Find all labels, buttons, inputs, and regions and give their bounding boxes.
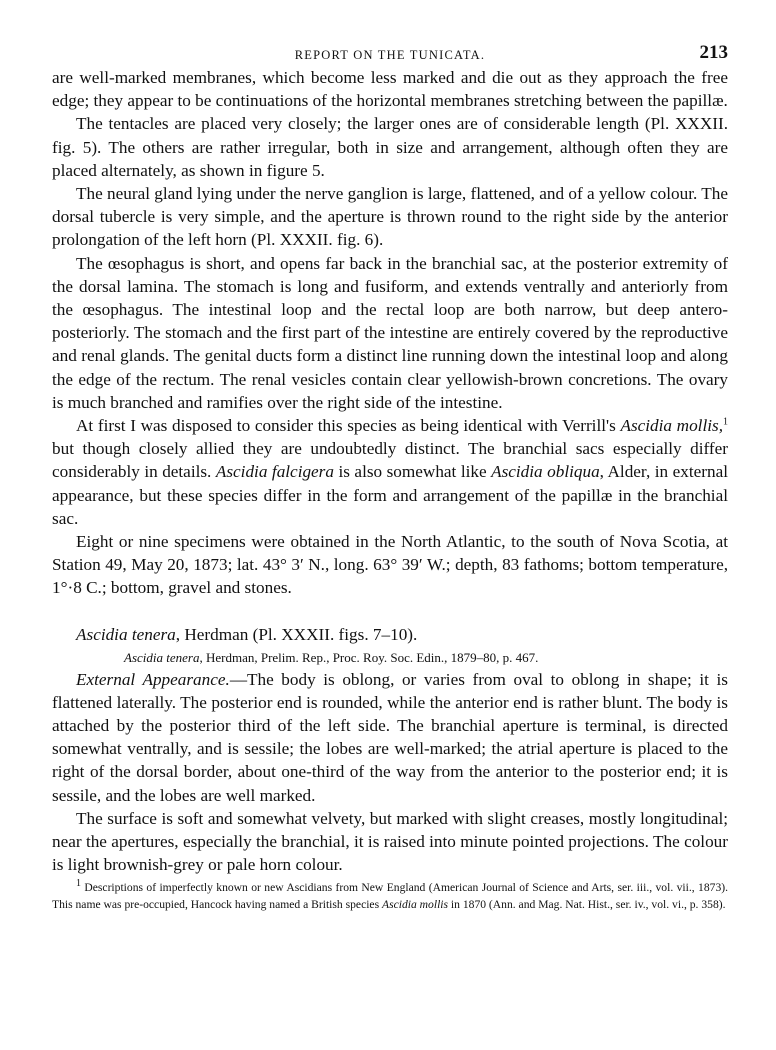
footnotes xyxy=(52,879,728,913)
paragraph-surface: The surface is soft and somewhat velvety, but marked with slight creases, mostly longitudinal; near the apertures, especially the branchial, it is raised into minute pointed projections. The colour is light brownish-grey or pale horn colour. xyxy=(52,808,728,875)
paragraph-tentacles: The tentacles are placed very closely; the larger ones are of considerable length (Pl. XXXII. fig. 5). The others are rather irregular, both in size and arrangement, although often they are placed alternately, as shown in figure 5. xyxy=(52,114,728,180)
synonymy-reference: Ascidia tenera, Herdman, Prelim. Rep., Proc. Roy. Soc. Edin., 1879–80, p. 467. xyxy=(124,649,539,665)
paragraph-neural-gland: The neural gland lying under the nerve ganglion is large, flattened, and of a yellow colour. The dorsal tubercle is very simple, and the aperture is thrown round to the right side by the anterior prolongation of the left horn (Pl. XXXII. fig. 6). xyxy=(52,184,728,250)
paragraph-membranes: are well-marked membranes, which become less marked and die out as they approach the free edge; they appear to be continuations of the horizontal membranes stretching between the papillæ. xyxy=(52,68,728,111)
species-name-mollis: Ascidia mollis, xyxy=(620,416,723,436)
paragraph-specimens: Eight or nine specimens were obtained in the North Atlantic, to the south of Nova Scotia, at Station 49, May 20, 1873; lat. 43° 3′ N., long. 63° 39′ W.; depth, 83 fathoms; bottom temperature, 1°·8 C.; bottom, gravel and stones. xyxy=(52,532,728,598)
footnote-1: $^1$ Descriptions of imperfectly known or new Ascidians from New England (American Journal of Science and Arts, ser. iii., vol. vii., 1873). This name was pre-occupied, Hancock having named a British species Ascidia mollis in 1870 (Ann. and Mag. Nat. Hist., ser. iv., vol. vi., p. 358). xyxy=(52,877,728,911)
paragraph-external-appearance: External Appearance.—The body is oblong, or varies from oval to oblong in shape; it is flattened laterally. The posterior end is rounded, while the anterior end is rather blunt. The body is attached by the posterior third of the left side. The branchial aperture is terminal, is directed somewhat ventrally, and is sessile; the lobes are well-marked; the atrial aperture is placed to the right of the dorsal border, about one-third of the way from the anterior to the posterior end; it is sessile, and the lobes are well marked. xyxy=(52,669,728,805)
footnote-species-name: Ascidia mollis xyxy=(382,897,449,911)
section-heading-external-appearance: External Appearance. xyxy=(76,669,230,689)
footnote-marker: 1 xyxy=(723,416,728,428)
species-heading: Ascidia tenera, Herdman (Pl. XXXII. figs. 7–10). xyxy=(76,624,418,644)
species-name-falcigera: Ascidia falcigera xyxy=(215,462,334,482)
paragraph-oesophagus: The œsophagus is short, and opens far back in the branchial sac, at the posterior extremity of the dorsal lamina. The stomach is long and fusiform, and extends ventrally and anteriorly from the œsophagus. The intestinal loop and the rectal loop are both narrow, but deep antero-posteriorly. The stomach and the first part of the intestine are entirely covered by the reproductive and renal glands. The genital ducts form a distinct line running down the intestinal loop and along the edge of the rectum. The renal vesicles contain clear yellowish-brown concretions. The ovary is much branched and ramifies over the right side of the intestine. xyxy=(52,253,728,412)
paragraph-comparison: At first I was disposed to consider this species as being identical with Verrill's Ascidia mollis,$^1$ but though closely allied they are undoubtedly distinct. The branchial sacs especially differ considerably in details. Ascidia falcigera is also somewhat like Ascidia obliqua, Alder, in external appearance, but these species differ in the form and arrangement of the papillæ in the branchial sac. xyxy=(52,416,728,528)
page-header xyxy=(52,36,728,66)
species-heading-name: Ascidia tenera xyxy=(76,624,176,644)
page-number: 213 xyxy=(699,42,728,63)
footnote-number: 1 xyxy=(76,877,81,889)
species-name-obliqua: Ascidia obliqua xyxy=(491,462,600,482)
running-head: REPORT ON THE TUNICATA. xyxy=(294,48,486,62)
synonymy-name: Ascidia tenera xyxy=(124,649,200,665)
page xyxy=(52,36,728,913)
